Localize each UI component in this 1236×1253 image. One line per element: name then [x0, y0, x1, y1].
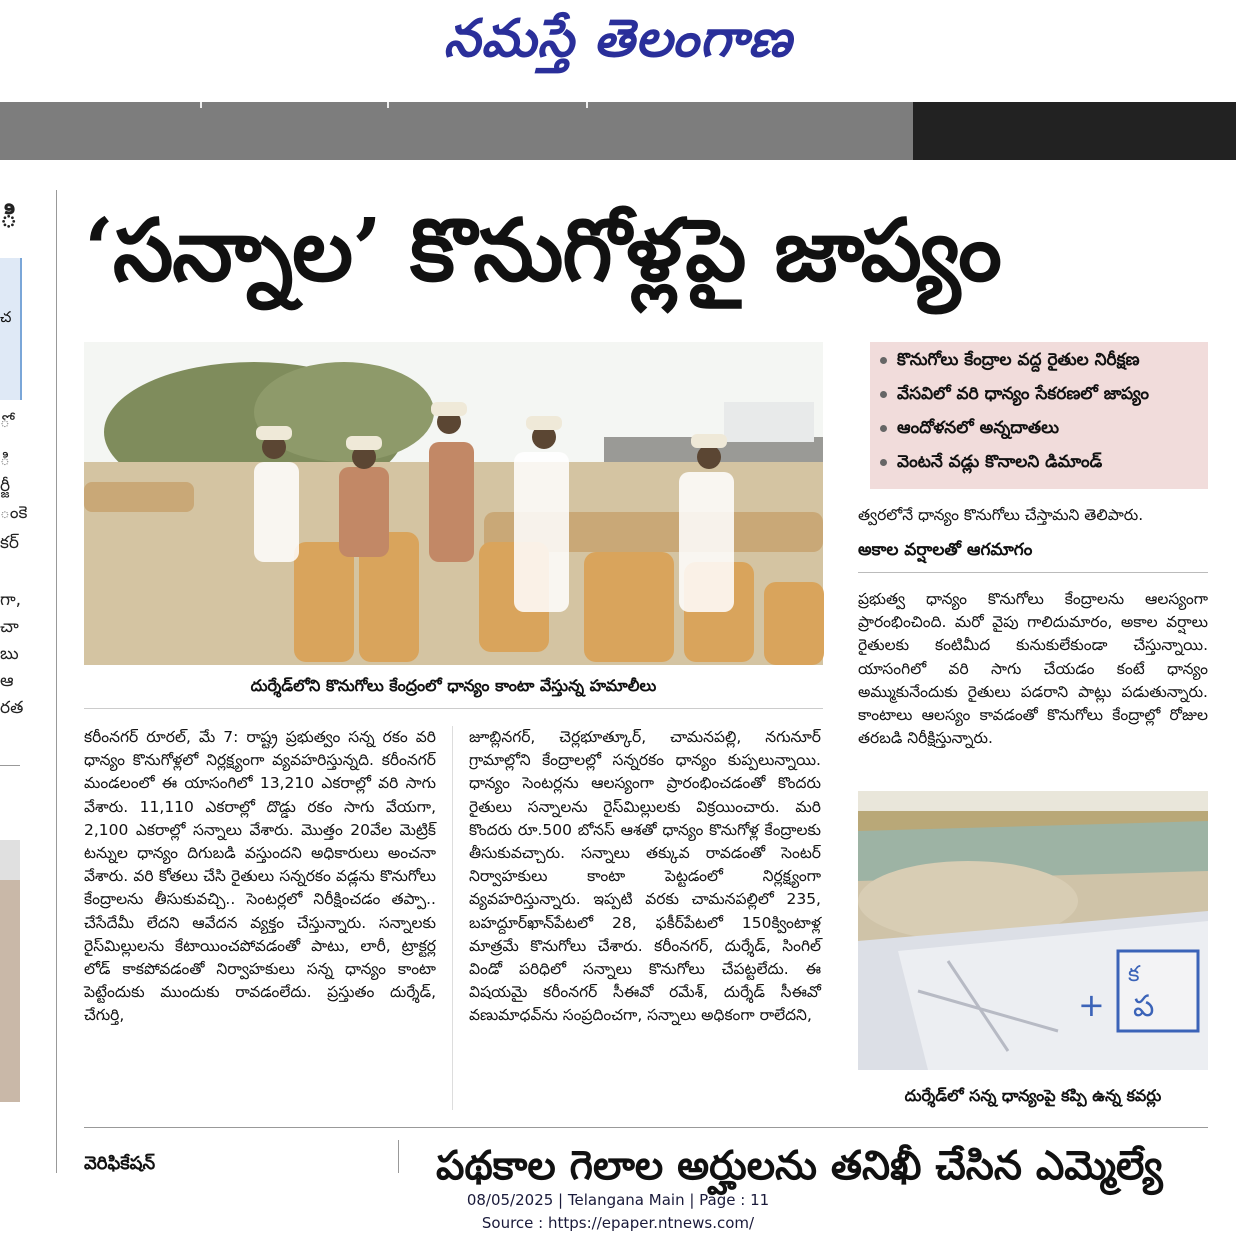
column-divider	[452, 726, 453, 1110]
photo-caption: దుర్శేడ్‌లోని కొనుగోలు కేంద్రంలో ధాన్యం కాంటా వేస్తున్న హమాలీలు	[250, 676, 657, 695]
article-subheading: అకాల వర్షాలతో ఆగమాగం	[858, 540, 1033, 560]
left-fragment: గా,	[0, 590, 22, 610]
article-paragraph: త్వరలోనే ధాన్యం కొనుగోలు చేస్తామని తెలిపారు.	[858, 506, 1144, 524]
article-paragraph: కరీంనగర్ రూరల్, మే 7: రాష్ట్ర ప్రభుత్వం సన్న రకం వరి ధాన్యం కొనుగోళ్లలో నిర్లక్ష్యంగా వ్యవహరిస్తున్నది. కరీంనగర్ మండలంలో ఈ యాసంగిలో 13,210 ఎకరాల్లో వరి సాగు వేశారు. 11,110 ఎకరాల్లో దొడ్డు రకం సాగు వేయగా, 2,100 ఎకరాల్లో సన్నాలు వేశారు. మొత్తం 20వేల మెట్రిక్ టన్నుల ధాన్యం దిగుబడి వస్తుందని అధికారులు అంచనా వేశారు. వరి కోతలు చేసి రైతులు సన్నరకం వడ్లను కొనుగోలు కేంద్రాలను తీసుకువచ్చి.. సెంటర్లలో నిరీక్షించడం తప్పా.. చేసేదేమీ లేదని ఆవేదన వ్యక్తం చేస్తున్నారు. సన్నాలకు రైస్‌మిల్లులను కేటాయించపోవడంతో పాటు, లారీ, ట్రాక్టర్ల లోడ్ కాకపోవడంతో నిర్వాహకులు సన్న ధాన్యం కాంటా పెట్టేందుకు ముందుకు రావడంలేదు. ప్రస్తుతం దుర్శేడ్, చేగుర్తి,	[84, 728, 436, 1025]
left-fragment: ంకె	[0, 503, 28, 523]
left-fragment: బు	[0, 644, 19, 664]
bullet-icon	[880, 425, 887, 432]
header-band	[0, 102, 913, 160]
article-column-2	[469, 726, 821, 1028]
highlight-text: వెంటనే వడ్లు కొనాలని డిమాండ్	[897, 452, 1103, 472]
left-fragment: కర్	[0, 533, 19, 553]
left-divider	[0, 765, 20, 766]
left-fragment: రత	[0, 698, 24, 718]
article-headline: ‘సన్నాల’ కొనుగోళ్లపై జాప్యం	[84, 200, 1001, 301]
next-story-headline: పథకాల గెలాల అర్హులను తనిఖీ చేసిన ఎమ్మెల్యే	[436, 1142, 1163, 1189]
bullet-icon	[880, 459, 887, 466]
left-fragment: ో	[0, 412, 10, 432]
highlight-item	[880, 350, 1140, 374]
article-photo-workers	[84, 342, 823, 665]
left-infobox	[0, 258, 22, 400]
highlight-item	[880, 418, 1059, 442]
left-photo-top	[0, 840, 20, 880]
highlights-box	[870, 342, 1208, 489]
section-divider	[84, 1127, 1208, 1128]
header-band-dark	[913, 102, 1236, 160]
photo-caption: దుర్శేడ్‌లో సన్న ధాన్యంపై కప్పి ఉన్న కవర్లు	[904, 1086, 1162, 1105]
subheading-divider	[858, 572, 1208, 573]
svg-text:ప: ప	[1133, 989, 1155, 1024]
article-column-1	[84, 726, 436, 1028]
left-infobox-text: చ	[0, 308, 12, 326]
left-fragment: ర్జీ	[0, 476, 11, 496]
bullet-icon	[880, 391, 887, 398]
highlight-text: వేసవిలో వరి ధాన్యం సేకరణలో జాప్యం	[897, 384, 1149, 404]
article-photo-covers	[858, 791, 1208, 1070]
article-paragraph: ప్రభుత్వ ధాన్యం కొనుగోలు కేంద్రాలను ఆలస్యంగా ప్రారంభించింది. మరో వైపు గాలిదుమారం, అకాల వర్షాలు రైతులకు కంటిమీద కునుకులేకుండా చేస్తున్నాయి. యాసంగిలో వరి సాగు చేయడం కంటే ధాన్యం అమ్ముకునేందుకు రైతులు పడరాని పాట్లు పడుతున్నారు. కాంటాలు ఆలస్యం కావడంతో కొనుగోలు కేంద్రాల్లో రోజుల తరబడి నిరీక్షిస్తున్నారు.	[858, 590, 1208, 748]
source-link[interactable]: Source : https://epaper.ntnews.com/	[481, 1214, 755, 1232]
highlight-item	[880, 384, 1149, 408]
highlight-text: కొనుగోలు కేంద్రాల వద్ద రైతుల నిరీక్షణ	[897, 350, 1140, 370]
column-divider	[56, 190, 57, 1173]
newspaper-logo: నమస్తే తెలంగాణ	[443, 8, 793, 69]
svg-text:క: క	[1128, 962, 1140, 987]
left-fragment: ి	[0, 450, 10, 470]
svg-text:+: +	[1078, 986, 1105, 1024]
left-fragment-mark: ి	[0, 200, 18, 235]
left-fragment: చా	[0, 617, 19, 637]
article-column-3	[858, 588, 1208, 750]
page-info: 08/05/2025 | Telangana Main | Page : 11	[466, 1191, 770, 1209]
highlight-text: ఆందోళనలో అన్నదాతలు	[897, 418, 1060, 438]
left-fragment: ఆ	[0, 671, 14, 691]
article-column-3-top	[858, 504, 1208, 527]
bullet-icon	[880, 357, 887, 364]
next-story-heading-left: వెరిఫికేషన్	[84, 1153, 156, 1174]
article-paragraph: జూబ్లినగర్, చెర్లభూత్కూర్, చామనపల్లి, నగునూర్ గ్రామాల్లోని కేంద్రాలల్లో సన్నరకం ధాన్యం కుప్పలున్నాయి. ధాన్యం సెంటర్లను ఆలస్యంగా ప్రారంభించడంతో కొందరు రైతులు సన్నాలను రైస్‌మిల్లులకు విక్రయించారు. మరి కొందరు రూ.500 బోనస్ ఆశతో ధాన్యం కొనుగోళ్ల కేంద్రాలకు తీసుకువచ్చారు. సన్నాలు తక్కువ రావడంతో సెంటర్ నిర్వాహకులు కాంటా పెట్టడంలో నిర్లక్ష్యంగా వ్యవహరిస్తున్నారు. ఇప్పటి వరకు చామనపల్లిలో 235, బహద్దూర్‌ఖాన్‌పేటలో 28, ఫకీర్‌పేటలో 150క్వింటాళ్ల మాత్రమే కొనుగోలు చేశారు. కరీంనగర్, దుర్శేడ్, సింగిల్ విండో పరిధిలో సన్నాలు కొనుగోలు చేపట్టలేదు. ఈ విషయమై కరీంనగర్ సీఈవో రమేశ్, దుర్శేడ్ సీఈవో వణుమాధవ్‌ను సంప్రదించగా, సన్నాలు అధికంగా రాలేదని,	[469, 728, 821, 1025]
column-divider	[398, 1140, 399, 1173]
caption-divider	[84, 708, 823, 709]
highlight-item	[880, 452, 1102, 476]
